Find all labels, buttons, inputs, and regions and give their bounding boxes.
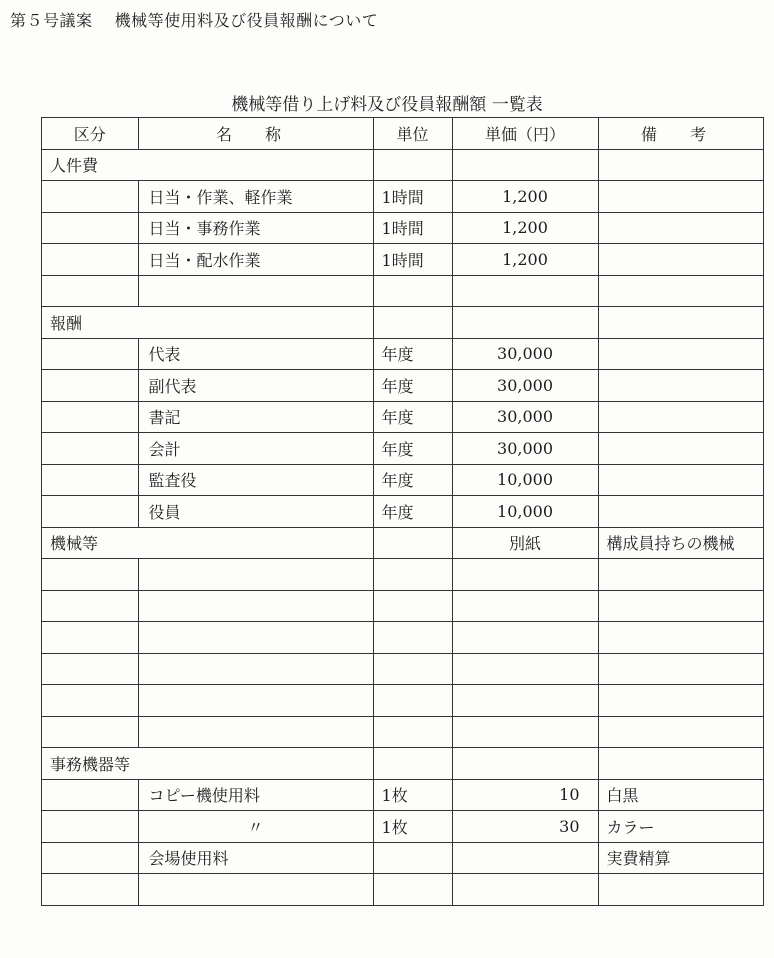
row-unit-price: [452, 590, 598, 622]
row-name: 監査役: [138, 464, 373, 496]
row-category-cell: [42, 370, 139, 402]
section-name-cell: [138, 307, 373, 339]
table-row: [42, 590, 764, 622]
row-remarks: [598, 370, 763, 402]
table-row: [42, 370, 764, 402]
row-unit: 年度: [373, 401, 452, 433]
section-unit-cell: [373, 149, 452, 181]
row-unit: [373, 874, 452, 906]
row-unit-price: [452, 842, 598, 874]
header-category: 区分: [42, 118, 139, 150]
section-category: 機械等: [42, 527, 139, 559]
section-name-cell: [138, 527, 373, 559]
row-unit-price: 10,000: [452, 496, 598, 528]
row-name: 日当・配水作業: [138, 244, 373, 276]
table-body: [42, 149, 764, 905]
row-unit: 年度: [373, 338, 452, 370]
section-remarks-cell: [598, 307, 763, 339]
section-price-cell: 別紙: [452, 527, 598, 559]
row-category-cell: [42, 716, 139, 748]
row-unit: 1時間: [373, 181, 452, 213]
row-name: コピー機使用料: [138, 779, 373, 811]
row-unit-price: 10: [452, 779, 598, 811]
section-row: [42, 748, 764, 780]
row-unit-price: [452, 275, 598, 307]
row-unit: [373, 590, 452, 622]
row-name: [138, 653, 373, 685]
row-unit: 1時間: [373, 212, 452, 244]
row-name: [138, 716, 373, 748]
row-unit: [373, 653, 452, 685]
row-category-cell: [42, 275, 139, 307]
row-category-cell: [42, 496, 139, 528]
header-unit: 単位: [373, 118, 452, 150]
row-category-cell: [42, 244, 139, 276]
table-row: [42, 401, 764, 433]
row-name: 日当・事務作業: [138, 212, 373, 244]
row-category-cell: [42, 685, 139, 717]
section-price-cell: [452, 149, 598, 181]
row-remarks: [598, 338, 763, 370]
table-header-row: [42, 118, 764, 150]
row-name: [138, 559, 373, 591]
row-unit: [373, 559, 452, 591]
row-unit-price: [452, 685, 598, 717]
header-remarks: 備 考: [598, 118, 763, 150]
row-category-cell: [42, 401, 139, 433]
row-name: 書記: [138, 401, 373, 433]
table-row: [42, 779, 764, 811]
row-category-cell: [42, 811, 139, 843]
row-unit-price: [452, 716, 598, 748]
row-unit-price: 30: [452, 811, 598, 843]
row-unit: 1時間: [373, 244, 452, 276]
table-caption: 機械等借り上げ料及び役員報酬額 一覧表: [231, 95, 543, 115]
row-category-cell: [42, 338, 139, 370]
row-unit: 1枚: [373, 779, 452, 811]
row-unit-price: [452, 653, 598, 685]
row-name: 副代表: [138, 370, 373, 402]
section-unit-cell: [373, 307, 452, 339]
row-remarks: [598, 464, 763, 496]
row-category-cell: [42, 622, 139, 654]
row-unit-price: [452, 874, 598, 906]
row-unit-price: 1,200: [452, 212, 598, 244]
table-row: [42, 275, 764, 307]
row-remarks: [598, 401, 763, 433]
row-unit: 年度: [373, 433, 452, 465]
section-unit-cell: [373, 748, 452, 780]
section-price-cell: [452, 748, 598, 780]
row-remarks: [598, 622, 763, 654]
section-remarks-cell: [598, 149, 763, 181]
row-category-cell: [42, 433, 139, 465]
row-remarks: [598, 433, 763, 465]
row-remarks: [598, 559, 763, 591]
section-unit-cell: [373, 527, 452, 559]
table-row: [42, 622, 764, 654]
row-unit: 年度: [373, 370, 452, 402]
row-unit-price: 30,000: [452, 433, 598, 465]
row-unit-price: 30,000: [452, 401, 598, 433]
row-category-cell: [42, 874, 139, 906]
section-name-cell: [138, 748, 373, 780]
row-unit: 1枚: [373, 811, 452, 843]
row-unit: [373, 842, 452, 874]
row-unit-price: 30,000: [452, 338, 598, 370]
row-unit-price: 10,000: [452, 464, 598, 496]
row-remarks: [598, 874, 763, 906]
row-name: [138, 622, 373, 654]
section-name-cell: [138, 149, 373, 181]
section-row: [42, 307, 764, 339]
table-row: [42, 244, 764, 276]
table-row: [42, 559, 764, 591]
section-remarks-cell: [598, 748, 763, 780]
row-category-cell: [42, 779, 139, 811]
section-category: 事務機器等: [42, 748, 139, 780]
section-price-cell: [452, 307, 598, 339]
row-category-cell: [42, 464, 139, 496]
row-name: [138, 590, 373, 622]
row-unit-price: 1,200: [452, 181, 598, 213]
row-name: [138, 275, 373, 307]
row-name: 代表: [138, 338, 373, 370]
row-remarks: 実費精算: [598, 842, 763, 874]
row-name: 役員: [138, 496, 373, 528]
row-remarks: [598, 496, 763, 528]
row-remarks: [598, 212, 763, 244]
row-category-cell: [42, 842, 139, 874]
section-row: [42, 149, 764, 181]
row-name: 〃: [138, 811, 373, 843]
row-remarks: [598, 716, 763, 748]
section-category: 人件費: [42, 149, 139, 181]
header-unit-price: 単価（円）: [452, 118, 598, 150]
table-row: [42, 811, 764, 843]
row-remarks: 白黒: [598, 779, 763, 811]
row-remarks: カラー: [598, 811, 763, 843]
row-category-cell: [42, 590, 139, 622]
row-unit-price: 30,000: [452, 370, 598, 402]
row-remarks: [598, 275, 763, 307]
row-name: 日当・作業、軽作業: [138, 181, 373, 213]
table-row: [42, 338, 764, 370]
row-remarks: [598, 181, 763, 213]
row-category-cell: [42, 559, 139, 591]
row-unit-price: 1,200: [452, 244, 598, 276]
row-category-cell: [42, 181, 139, 213]
row-unit-price: [452, 622, 598, 654]
section-category: 報酬: [42, 307, 139, 339]
row-remarks: [598, 590, 763, 622]
row-unit: 年度: [373, 464, 452, 496]
table-row: [42, 496, 764, 528]
fee-table: [41, 117, 764, 906]
section-remarks-cell: 構成員持ちの機械: [598, 527, 763, 559]
table-row: [42, 212, 764, 244]
row-unit: [373, 685, 452, 717]
table-row: [42, 874, 764, 906]
row-unit: 年度: [373, 496, 452, 528]
table-row: [42, 181, 764, 213]
table-row: [42, 433, 764, 465]
table-row: [42, 464, 764, 496]
row-category-cell: [42, 212, 139, 244]
row-unit: [373, 716, 452, 748]
row-name: [138, 874, 373, 906]
row-remarks: [598, 685, 763, 717]
section-row: [42, 527, 764, 559]
row-name: 会場使用料: [138, 842, 373, 874]
row-unit-price: [452, 559, 598, 591]
row-unit: [373, 275, 452, 307]
row-name: [138, 685, 373, 717]
table-row: [42, 653, 764, 685]
table-row: [42, 716, 764, 748]
row-unit: [373, 622, 452, 654]
table-row: [42, 842, 764, 874]
table-row: [42, 685, 764, 717]
row-remarks: [598, 653, 763, 685]
row-remarks: [598, 244, 763, 276]
document-title: 第５号議案 機械等使用料及び役員報酬について: [10, 11, 379, 30]
row-category-cell: [42, 653, 139, 685]
row-name: 会計: [138, 433, 373, 465]
header-name: 名 称: [138, 118, 373, 150]
